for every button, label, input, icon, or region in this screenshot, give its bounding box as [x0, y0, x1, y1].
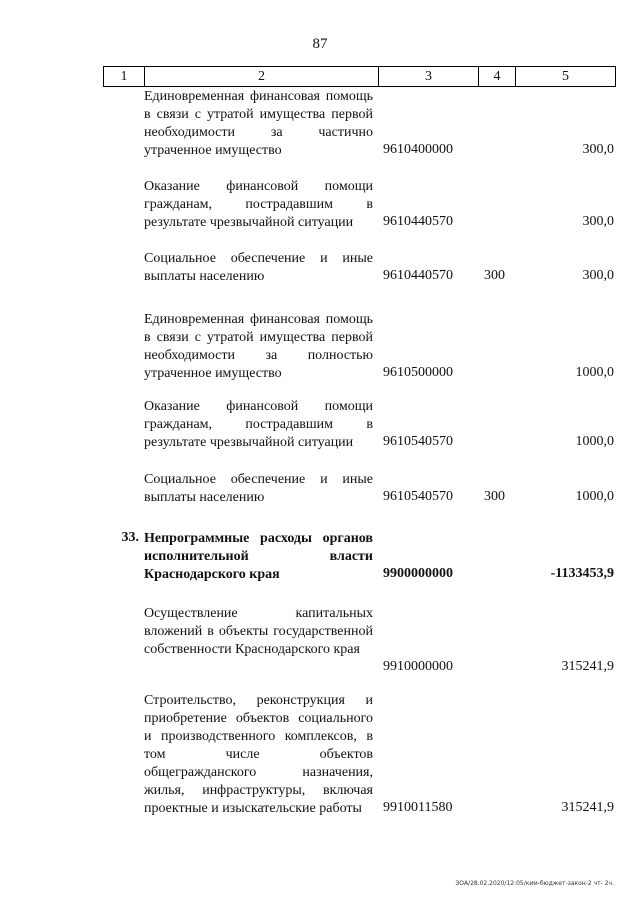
row-amount: 315241,9: [561, 659, 614, 674]
header-col-2: 2: [145, 67, 379, 86]
row-code: 9610400000: [383, 142, 453, 157]
row-amount: -1133453,9: [550, 566, 614, 581]
row-code: 9610540570: [383, 489, 453, 504]
row-description: Социальное обеспечение и иные выплаты населению: [144, 472, 373, 505]
header-col-3: 3: [379, 67, 479, 86]
row-description: Социальное обеспечение и иные выплаты населению: [144, 251, 373, 284]
row-description: Непрограммные расходы органов исполнительной власти Краснодарского края: [144, 531, 373, 582]
row-amount: 1000,0: [575, 489, 614, 504]
row-description: Строительство, реконструкция и приобретение объектов социального и производственного комплексов, в том числе объектов общегражданского назначения, жилья, инфраструктуры, включая проектные и изыскательские работы: [144, 693, 373, 816]
row-code: 9910000000: [383, 659, 453, 674]
row-description: Единовременная финансовая помощь в связи с утратой имущества первой необходимости за частично утраченное имущество: [144, 89, 373, 158]
row-code: 9610440570: [383, 268, 453, 283]
row-code: 9910011580: [383, 800, 453, 815]
row-amount: 315241,9: [561, 800, 614, 815]
row-code: 9610500000: [383, 365, 453, 380]
row-description: Осуществление капитальных вложений в объекты государственной собственности Краснодарского края: [144, 606, 373, 657]
row-description: Единовременная финансовая помощь в связи с утратой имущества первой необходимости за полностью утраченное имущество: [144, 312, 373, 381]
header-col-1: 1: [104, 67, 145, 86]
row-type: 300: [484, 268, 505, 283]
row-amount: 1000,0: [575, 434, 614, 449]
row-amount: 300,0: [582, 268, 614, 283]
section-number: 33.: [121, 530, 139, 545]
document-footer: ЗОА/28.02.2020/12:05/ким-бюджет-закон-2 чт- 2ч.: [455, 880, 614, 887]
row-type: 300: [484, 489, 505, 504]
row-code: 9900000000: [383, 566, 453, 581]
row-code: 9610540570: [383, 434, 453, 449]
row-description: Оказание финансовой помощи гражданам, пострадавшим в результате чрезвычайной ситуации: [144, 179, 373, 230]
row-amount: 300,0: [582, 142, 614, 157]
row-code: 9610440570: [383, 214, 453, 229]
table-header: [103, 66, 616, 87]
header-col-4: 4: [479, 67, 516, 86]
header-col-5: 5: [562, 69, 569, 84]
row-amount: 1000,0: [575, 365, 614, 380]
page-number: 87: [312, 36, 328, 52]
row-description: Оказание финансовой помощи гражданам, пострадавшим в результате чрезвычайной ситуации: [144, 399, 373, 450]
row-amount: 300,0: [582, 214, 614, 229]
